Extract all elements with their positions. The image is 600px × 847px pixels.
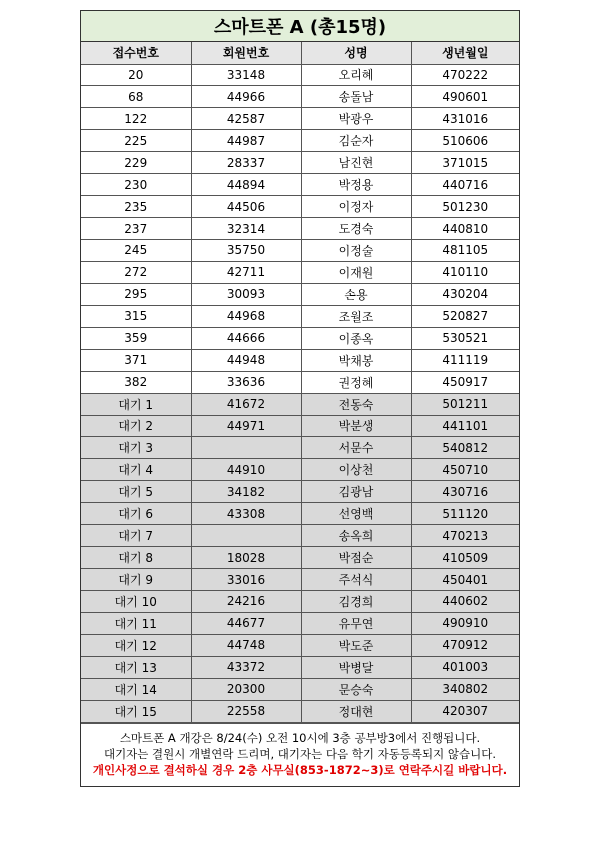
cell-receipt-no: 대기 13	[81, 656, 191, 678]
cell-receipt-no: 대기 3	[81, 437, 191, 459]
cell-birthdate: 441101	[411, 415, 519, 437]
cell-birthdate: 470222	[411, 64, 519, 86]
cell-birthdate: 511120	[411, 503, 519, 525]
table-row	[81, 174, 519, 196]
cell-name: 선영백	[301, 503, 411, 525]
cell-member-no: 44910	[191, 459, 301, 481]
cell-member-no	[191, 437, 301, 459]
cell-member-no: 44987	[191, 130, 301, 152]
cell-receipt-no: 230	[81, 174, 191, 196]
cell-name: 조월조	[301, 305, 411, 327]
cell-receipt-no: 272	[81, 261, 191, 283]
cell-birthdate: 440716	[411, 174, 519, 196]
cell-member-no: 28337	[191, 152, 301, 174]
cell-name: 도경숙	[301, 218, 411, 240]
cell-name: 송옥희	[301, 525, 411, 547]
table-row	[81, 437, 519, 459]
cell-birthdate: 420307	[411, 700, 519, 722]
cell-name: 김경희	[301, 591, 411, 613]
table-row	[81, 700, 519, 722]
header-name: 성명	[301, 42, 411, 64]
cell-member-no: 20300	[191, 678, 301, 700]
notice-line-absence: 개인사정으로 결석하실 경우 2층 사무실(853-1872~3)로 연락주시길 바랍니다.	[92, 762, 508, 777]
cell-receipt-no: 대기 10	[81, 591, 191, 613]
cell-birthdate: 501211	[411, 393, 519, 415]
table-row	[81, 349, 519, 371]
cell-receipt-no: 대기 8	[81, 547, 191, 569]
cell-name: 김광남	[301, 481, 411, 503]
cell-receipt-no: 대기 12	[81, 634, 191, 656]
table-row	[81, 64, 519, 86]
cell-birthdate: 490601	[411, 86, 519, 108]
table-row	[81, 108, 519, 130]
cell-member-no: 44948	[191, 349, 301, 371]
cell-member-no: 44506	[191, 196, 301, 218]
cell-member-no: 41672	[191, 393, 301, 415]
cell-member-no: 43308	[191, 503, 301, 525]
cell-receipt-no: 371	[81, 349, 191, 371]
table-row	[81, 327, 519, 349]
cell-receipt-no: 대기 7	[81, 525, 191, 547]
notice-line-schedule: 스마트폰 A 개강은 8/24(수) 오전 10시에 3층 공부방3에서 진행됩니다.	[119, 730, 481, 745]
cell-name: 문승숙	[301, 678, 411, 700]
cell-birthdate: 440602	[411, 591, 519, 613]
header-member-no: 회원번호	[191, 42, 301, 64]
cell-name: 권정혜	[301, 371, 411, 393]
cell-birthdate: 490910	[411, 612, 519, 634]
cell-receipt-no: 대기 11	[81, 612, 191, 634]
cell-name: 송돌남	[301, 86, 411, 108]
roster-title: 스마트폰 A (총15명)	[81, 11, 519, 42]
cell-birthdate: 481105	[411, 240, 519, 262]
cell-receipt-no: 대기 1	[81, 393, 191, 415]
cell-name: 박도준	[301, 634, 411, 656]
cell-name: 전동숙	[301, 393, 411, 415]
cell-receipt-no: 315	[81, 305, 191, 327]
cell-member-no: 43372	[191, 656, 301, 678]
cell-birthdate: 520827	[411, 305, 519, 327]
cell-member-no: 42711	[191, 261, 301, 283]
cell-member-no: 18028	[191, 547, 301, 569]
cell-receipt-no: 122	[81, 108, 191, 130]
roster-body	[81, 64, 519, 722]
table-row	[81, 305, 519, 327]
cell-member-no: 44677	[191, 612, 301, 634]
cell-member-no: 33016	[191, 569, 301, 591]
cell-member-no: 30093	[191, 283, 301, 305]
cell-receipt-no: 225	[81, 130, 191, 152]
cell-receipt-no: 229	[81, 152, 191, 174]
cell-member-no: 24216	[191, 591, 301, 613]
cell-birthdate: 401003	[411, 656, 519, 678]
roster-sheet	[80, 10, 520, 787]
cell-birthdate: 450401	[411, 569, 519, 591]
cell-birthdate: 430716	[411, 481, 519, 503]
table-row	[81, 196, 519, 218]
cell-receipt-no: 대기 2	[81, 415, 191, 437]
cell-receipt-no: 237	[81, 218, 191, 240]
cell-receipt-no: 235	[81, 196, 191, 218]
table-row	[81, 591, 519, 613]
table-row	[81, 86, 519, 108]
notice-box	[81, 723, 519, 786]
cell-birthdate: 530521	[411, 327, 519, 349]
cell-receipt-no: 대기 14	[81, 678, 191, 700]
cell-birthdate: 470213	[411, 525, 519, 547]
cell-member-no: 33636	[191, 371, 301, 393]
table-row	[81, 415, 519, 437]
header-row	[81, 42, 519, 64]
cell-name: 박정용	[301, 174, 411, 196]
cell-member-no: 44748	[191, 634, 301, 656]
cell-member-no: 44894	[191, 174, 301, 196]
cell-birthdate: 510606	[411, 130, 519, 152]
cell-member-no: 35750	[191, 240, 301, 262]
cell-receipt-no: 대기 9	[81, 569, 191, 591]
cell-name: 박병달	[301, 656, 411, 678]
cell-name: 유무연	[301, 612, 411, 634]
cell-name: 이정자	[301, 196, 411, 218]
cell-receipt-no: 대기 15	[81, 700, 191, 722]
cell-birthdate: 450710	[411, 459, 519, 481]
header-receipt-no: 접수번호	[81, 42, 191, 64]
cell-member-no: 22558	[191, 700, 301, 722]
table-row	[81, 503, 519, 525]
table-row	[81, 634, 519, 656]
cell-member-no: 44666	[191, 327, 301, 349]
cell-member-no: 44966	[191, 86, 301, 108]
cell-name: 이상천	[301, 459, 411, 481]
cell-birthdate: 340802	[411, 678, 519, 700]
table-row	[81, 218, 519, 240]
cell-member-no: 33148	[191, 64, 301, 86]
table-row	[81, 481, 519, 503]
cell-member-no	[191, 525, 301, 547]
cell-receipt-no: 68	[81, 86, 191, 108]
cell-birthdate: 470912	[411, 634, 519, 656]
cell-birthdate: 430204	[411, 283, 519, 305]
cell-birthdate: 410509	[411, 547, 519, 569]
cell-birthdate: 411119	[411, 349, 519, 371]
cell-name: 김순자	[301, 130, 411, 152]
cell-receipt-no: 대기 5	[81, 481, 191, 503]
cell-birthdate: 371015	[411, 152, 519, 174]
table-row	[81, 525, 519, 547]
header-birthdate: 생년월일	[411, 42, 519, 64]
cell-name: 이정술	[301, 240, 411, 262]
roster-table	[81, 42, 519, 723]
cell-member-no: 44971	[191, 415, 301, 437]
table-row	[81, 547, 519, 569]
cell-receipt-no: 대기 4	[81, 459, 191, 481]
cell-receipt-no: 295	[81, 283, 191, 305]
cell-name: 남진현	[301, 152, 411, 174]
cell-receipt-no: 382	[81, 371, 191, 393]
cell-name: 박광우	[301, 108, 411, 130]
cell-name: 정대현	[301, 700, 411, 722]
cell-name: 서문수	[301, 437, 411, 459]
cell-name: 이재원	[301, 261, 411, 283]
table-row	[81, 459, 519, 481]
cell-receipt-no: 359	[81, 327, 191, 349]
cell-name: 이종옥	[301, 327, 411, 349]
table-row	[81, 130, 519, 152]
cell-birthdate: 540812	[411, 437, 519, 459]
cell-birthdate: 440810	[411, 218, 519, 240]
cell-member-no: 42587	[191, 108, 301, 130]
cell-birthdate: 410110	[411, 261, 519, 283]
notice-line-waitlist: 대기자는 결원시 개별연락 드리며, 대기자는 다음 학기 자동등록되지 않습니다.	[103, 746, 497, 761]
cell-receipt-no: 245	[81, 240, 191, 262]
cell-name: 박분생	[301, 415, 411, 437]
table-row	[81, 152, 519, 174]
table-row	[81, 283, 519, 305]
cell-member-no: 44968	[191, 305, 301, 327]
cell-receipt-no: 20	[81, 64, 191, 86]
cell-name: 박채봉	[301, 349, 411, 371]
table-row	[81, 393, 519, 415]
cell-member-no: 34182	[191, 481, 301, 503]
table-row	[81, 678, 519, 700]
table-row	[81, 612, 519, 634]
table-row	[81, 656, 519, 678]
cell-name: 오리혜	[301, 64, 411, 86]
cell-birthdate: 450917	[411, 371, 519, 393]
cell-receipt-no: 대기 6	[81, 503, 191, 525]
table-row	[81, 371, 519, 393]
cell-name: 손용	[301, 283, 411, 305]
table-row	[81, 261, 519, 283]
cell-name: 주석식	[301, 569, 411, 591]
cell-birthdate: 501230	[411, 196, 519, 218]
cell-name: 박점순	[301, 547, 411, 569]
cell-member-no: 32314	[191, 218, 301, 240]
table-row	[81, 240, 519, 262]
table-row	[81, 569, 519, 591]
cell-birthdate: 431016	[411, 108, 519, 130]
